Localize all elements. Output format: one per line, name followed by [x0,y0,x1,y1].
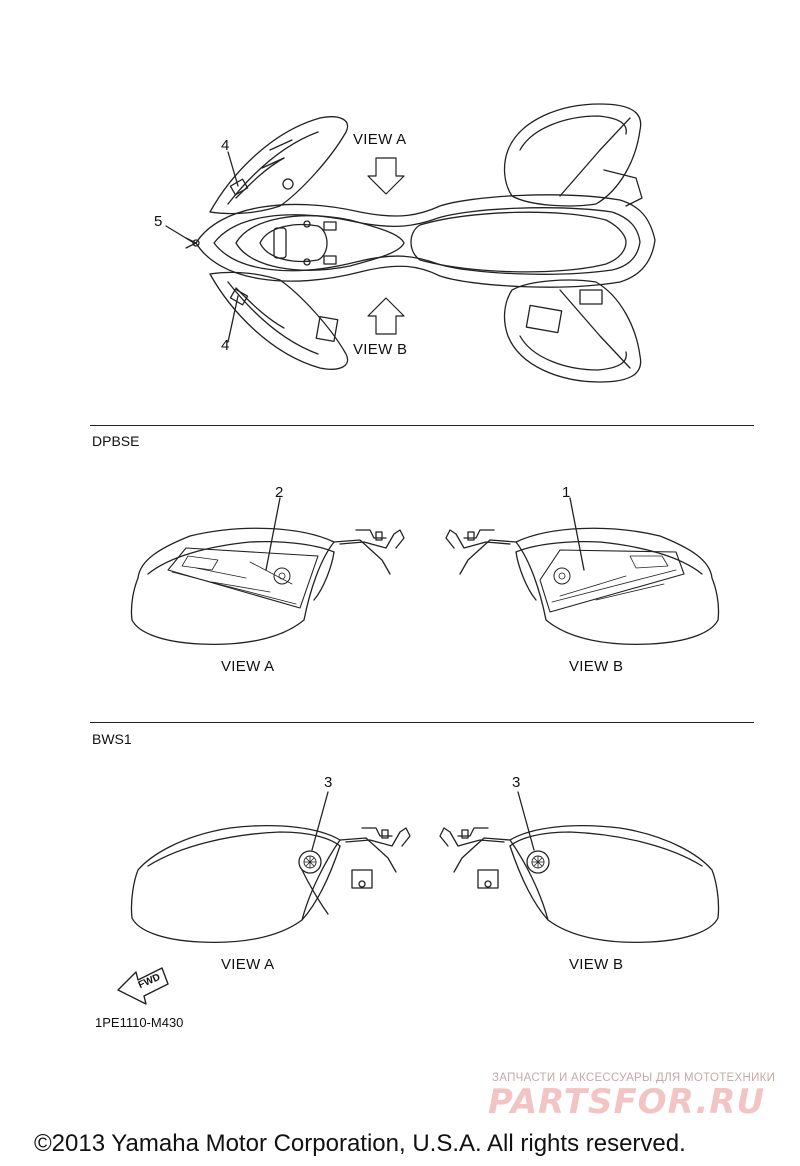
bws1-view-a-fender [131,792,410,942]
dpbse-view-b-label: VIEW B [569,658,624,675]
callout-3-left: 3 [324,774,333,791]
watermark-tagline: ЗАПЧАСТИ И АКСЕССУАРЫ ДЛЯ МОТОТЕХНИКИ [492,1072,776,1084]
dpbse-view-a-fender [131,498,404,644]
callout-5: 5 [154,213,163,230]
bws1-view-b-fender [440,792,719,942]
callout-3-right: 3 [512,774,521,791]
bws1-view-a-label: VIEW A [221,956,275,973]
dpbse-view-b-fender [446,498,719,644]
atv-top-view [166,104,655,382]
callout-4-upper: 4 [221,137,230,154]
section-title-dpbse: DPBSE [92,433,140,449]
callout-2: 2 [275,484,284,501]
section-divider [90,425,754,426]
watermark-brand: PARTSFOR.RU [488,1082,766,1122]
dpbse-view-a-label: VIEW A [221,658,275,675]
copyright-notice: ©2013 Yamaha Motor Corporation, U.S.A. All rights reserved. [34,1130,686,1157]
section-divider [90,722,754,723]
section-title-bws1: BWS1 [92,731,132,747]
top-view-b-label: VIEW B [353,341,408,358]
bws1-view-b-label: VIEW B [569,956,624,973]
diagram-code: 1PE1110-M430 [95,1015,184,1030]
callout-4-lower: 4 [221,337,230,354]
fwd-label: FWD [136,971,163,992]
callout-1: 1 [562,484,571,501]
top-view-a-label: VIEW A [353,131,407,148]
